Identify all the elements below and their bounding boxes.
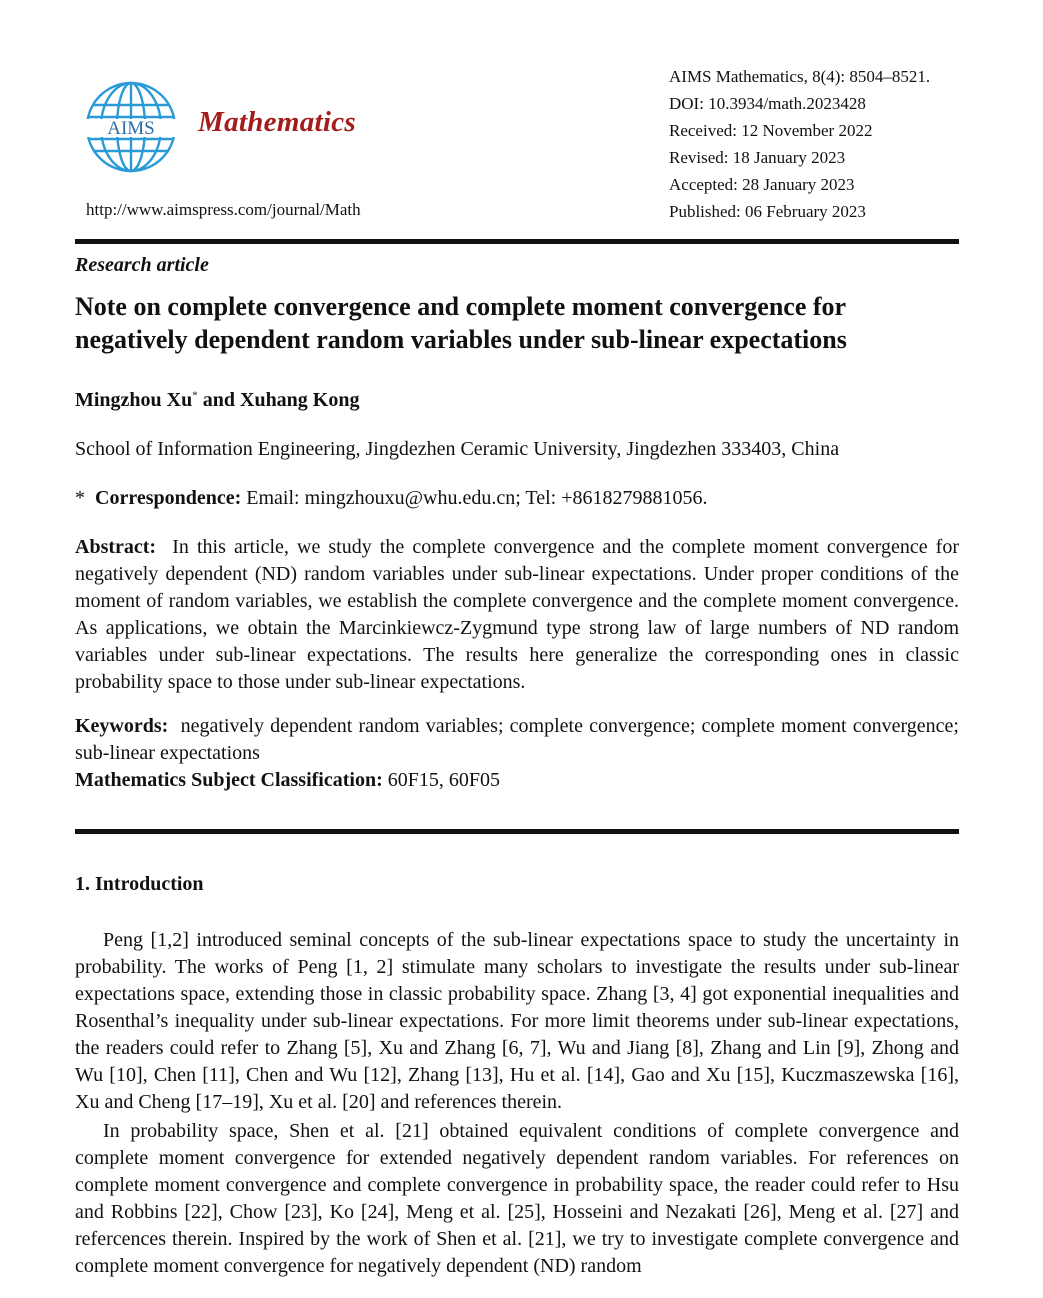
correspondence: [75, 487, 708, 510]
section-heading-introduction: 1. Introduction: [75, 873, 204, 895]
keywords-label: Keywords:: [75, 715, 169, 737]
meta-citation: AIMS Mathematics, 8(4): 8504–8521.: [669, 67, 931, 86]
subject-classification: [75, 767, 959, 794]
msc-text: 60F15, 60F05: [387, 769, 500, 791]
meta-published: Published: 06 February 2023: [669, 202, 866, 221]
correspondence-text: Email: mingzhouxu@whu.edu.cn; Tel: +8618279881056.: [246, 487, 708, 509]
author-list: [75, 389, 360, 412]
author-name: and Xuhang Kong: [197, 389, 360, 411]
affiliation: School of Information Engineering, Jingdezhen Ceramic University, Jingdezhen 333403, China: [75, 438, 840, 460]
author-name: Mingzhou Xu: [75, 389, 193, 411]
corresponding-mark: *: [192, 389, 198, 402]
header-divider: [75, 239, 959, 244]
body-paragraph: In probability space, Shen et al. [21] obtained equivalent conditions of complete convergence and complete moment convergence for extended negatively dependent random variables. For references on complete moment convergence and complete convergence in probability space, the reader could refer to Hsu and Robbins [22], Chow [23], Ko [24], Meng et al. [25], Hosseini and Nezakati [26], Meng et al. [27] and refercences therein. Inspired by the work of Shen et al. [21], we try to investigate complete convergence and complete moment convergence for negatively dependent (ND) random: [75, 1120, 959, 1277]
abstract: [75, 534, 959, 696]
meta-doi[interactable]: DOI: 10.3934/math.2023428: [669, 94, 866, 113]
section-divider: [75, 829, 959, 834]
abstract-text: In this article, we study the complete convergence and the complete moment convergence for negatively dependent (ND) random variables under sub-linear expectations. Under proper conditions of the moment of random variables, we establish the complete convergence and the complete moment convergence. As applications, we obtain the Marcinkiewcz-Zygmund type strong law of large numbers of ND random variables under sub-linear expectations. The results here generalize the corresponding ones in classic probability space to those under sub-linear expectations.: [75, 536, 959, 693]
keywords: [75, 713, 959, 767]
journal-url-link[interactable]: http://www.aimspress.com/journal/Math: [86, 200, 361, 219]
meta-received: Received: 12 November 2022: [669, 121, 873, 140]
publication-meta: [669, 63, 930, 225]
aims-globe-logo: [84, 80, 178, 174]
meta-revised: Revised: 18 January 2023: [669, 148, 846, 167]
msc-label: Mathematics Subject Classification:: [75, 769, 383, 791]
abstract-label: Abstract:: [75, 536, 157, 558]
meta-accepted: Accepted: 28 January 2023: [669, 175, 855, 194]
keywords-text: negatively dependent random variables; complete convergence; complete moment convergence; sub-linear expectations: [75, 715, 959, 764]
correspondence-mark: *: [75, 487, 85, 509]
article-title: Note on complete convergence and complete moment convergence for negatively dependent random variables under sub-linear expectations: [75, 292, 847, 354]
logo-text: AIMS: [107, 118, 155, 139]
correspondence-label: Correspondence:: [95, 487, 242, 509]
article-type: Research article: [75, 254, 209, 276]
body-paragraph: Peng [1,2] introduced seminal concepts of the sub-linear expectations space to study the uncertainty in probability. The works of Peng [1, 2] stimulate many scholars to investigate the results under sub-linear expectations space, extending those in classic probability space. Zhang [3, 4] got exponential inequalities and Rosenthal’s inequality under sub-linear expectations. For more limit theorems under sub-linear expectations, the readers could refer to Zhang [5], Xu and Zhang [6, 7], Wu and Jiang [8], Zhang and Lin [9], Zhong and Wu [10], Chen [11], Chen and Wu [12], Zhang [13], Hu et al. [14], Gao and Xu [15], Kuczmaszewska [16], Xu and Cheng [17–19], Xu et al. [20] and references therein.: [75, 929, 959, 1113]
journal-name: Mathematics: [198, 106, 356, 138]
